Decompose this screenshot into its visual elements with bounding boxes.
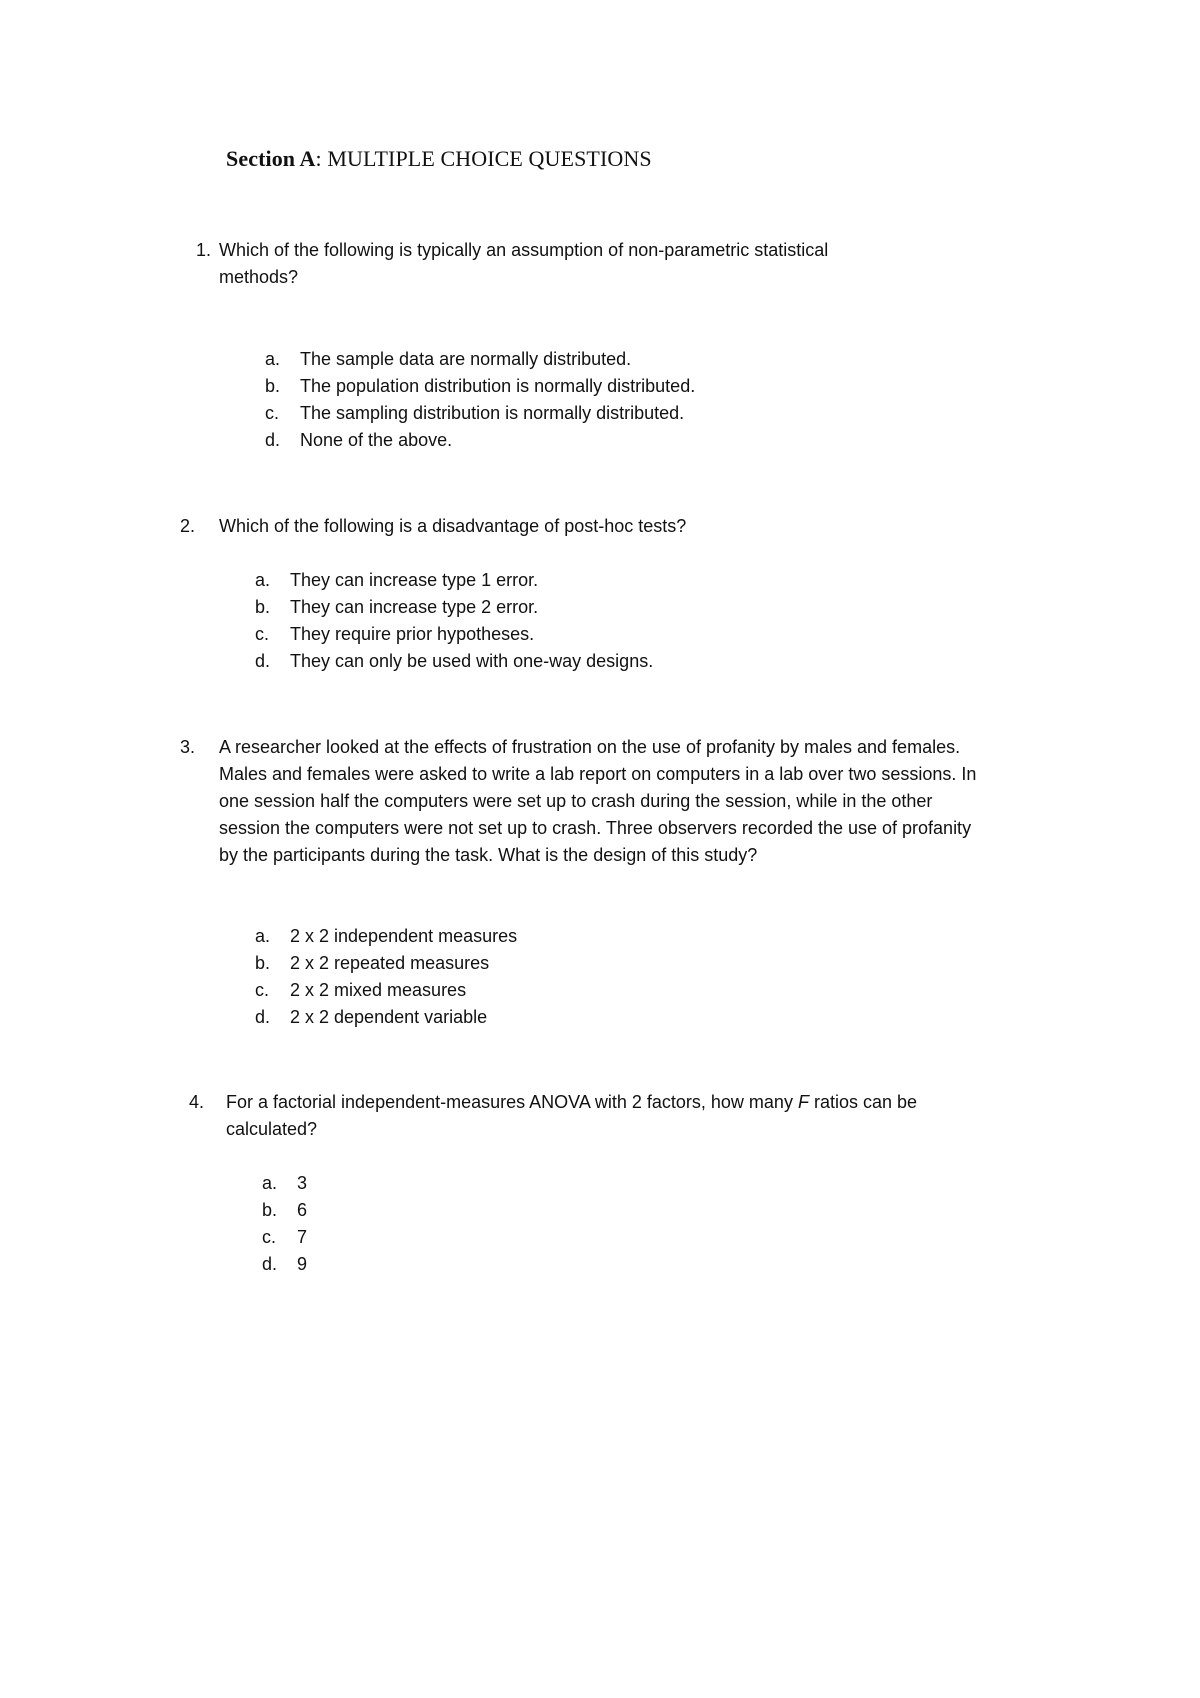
option-text: 2 x 2 mixed measures bbox=[290, 980, 467, 1000]
question-text-italic: F bbox=[797, 1092, 809, 1112]
option-letter: c. bbox=[262, 1227, 277, 1247]
question-number: 2. bbox=[180, 516, 196, 536]
option-letter: d. bbox=[262, 1254, 278, 1274]
question-number: 4. bbox=[189, 1092, 205, 1112]
option-text: They can increase type 1 error. bbox=[290, 570, 539, 590]
option-letter: a. bbox=[265, 349, 281, 369]
question-text: Which of the following is typically an assumption of non-parametric statistical methods? bbox=[219, 240, 829, 287]
option-letter: d. bbox=[265, 430, 281, 450]
option-text: 2 x 2 dependent variable bbox=[290, 1007, 488, 1027]
option-text: 3 bbox=[297, 1173, 308, 1193]
option-text: They require prior hypotheses. bbox=[290, 624, 535, 644]
option-text: None of the above. bbox=[300, 430, 453, 450]
option-letter: b. bbox=[265, 376, 281, 396]
option-letter: b. bbox=[255, 953, 271, 973]
section-title bbox=[226, 146, 652, 172]
question-number: 3. bbox=[180, 737, 196, 757]
option-letter: a. bbox=[255, 570, 271, 590]
question-text-part: For a factorial independent-measures ANOVA with 2 factors, how many bbox=[226, 1092, 798, 1112]
question-text-part: ratios can be calculated? bbox=[226, 1092, 918, 1139]
option-text: 2 x 2 independent measures bbox=[290, 926, 518, 946]
option-text: The population distribution is normally distributed. bbox=[300, 376, 696, 396]
option-letter: d. bbox=[255, 1007, 271, 1027]
option-text: 2 x 2 repeated measures bbox=[290, 953, 490, 973]
section-title-rest: : MULTIPLE CHOICE QUESTIONS bbox=[315, 146, 652, 171]
option-text: 7 bbox=[297, 1227, 308, 1247]
option-letter: c. bbox=[265, 403, 280, 423]
option-text: The sampling distribution is normally distributed. bbox=[300, 403, 685, 423]
option-letter: a. bbox=[262, 1173, 278, 1193]
option-letter: d. bbox=[255, 651, 271, 671]
option-letter: c. bbox=[255, 980, 270, 1000]
section-title-bold: Section A bbox=[226, 146, 316, 171]
question-number: 1. bbox=[196, 240, 212, 260]
option-text: 9 bbox=[297, 1254, 308, 1274]
question-text: A researcher looked at the effects of frustration on the use of profanity by males and females. Males and females were asked to write a lab report on computers in a lab over two sessions. In one session half the computers were set up to crash during the session, while in the other session the computers were not set up to crash. Three observers recorded the use of profanity by the participants during the task. What is the design of this study? bbox=[219, 737, 977, 865]
option-text: 6 bbox=[297, 1200, 308, 1220]
option-letter: c. bbox=[255, 624, 270, 644]
option-text: They can only be used with one-way designs. bbox=[290, 651, 654, 671]
option-text: They can increase type 2 error. bbox=[290, 597, 539, 617]
option-text: The sample data are normally distributed. bbox=[300, 349, 632, 369]
question-text: Which of the following is a disadvantage of post-hoc tests? bbox=[219, 516, 687, 536]
option-letter: b. bbox=[262, 1200, 278, 1220]
question-text bbox=[226, 1089, 986, 1143]
option-letter: b. bbox=[255, 597, 271, 617]
option-letter: a. bbox=[255, 926, 271, 946]
